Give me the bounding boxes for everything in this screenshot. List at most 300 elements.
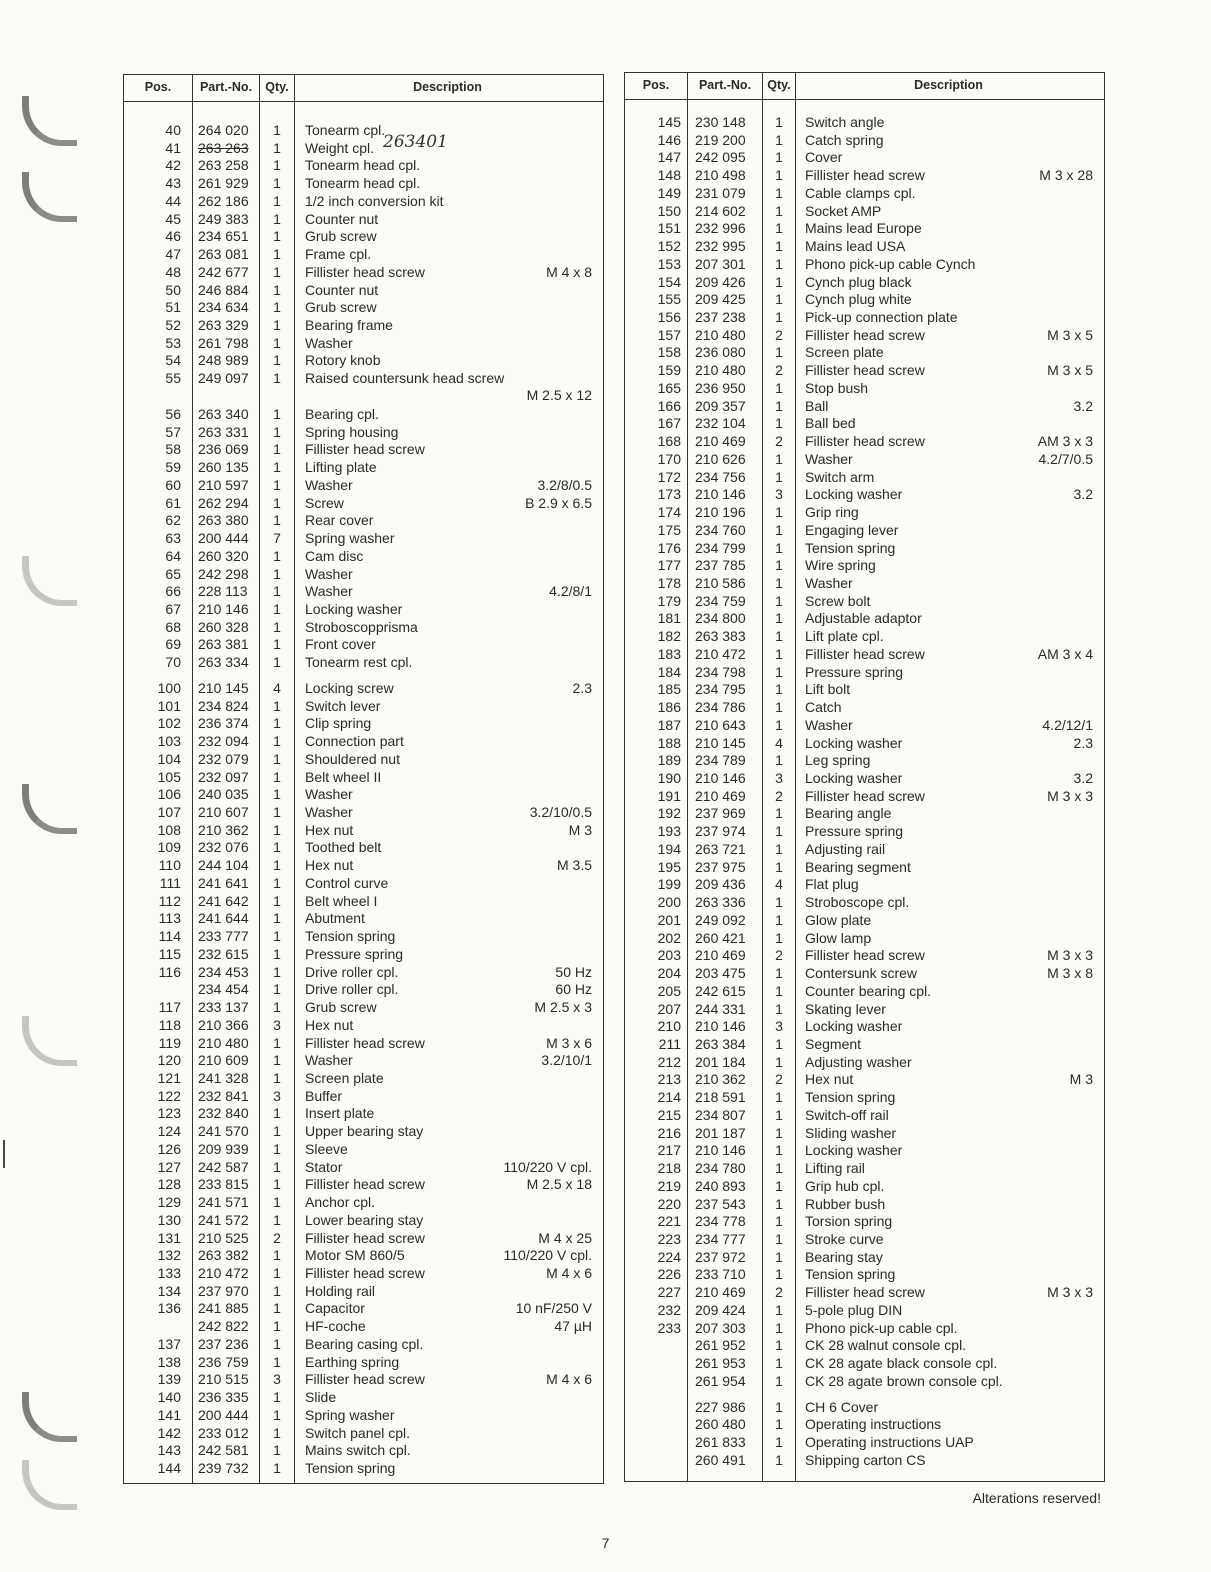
row-qty: 1 <box>273 122 281 138</box>
row-pos: 183 <box>657 645 681 662</box>
row-qty: 1 <box>775 521 783 538</box>
row-description: Washer <box>305 786 353 803</box>
row-qty: 1 <box>775 238 783 255</box>
row-qty: 1 <box>273 1105 281 1122</box>
row-pos: 217 <box>657 1142 681 1159</box>
row-pos: 226 <box>657 1266 681 1283</box>
row-part-no: 227 986 <box>695 1398 746 1415</box>
row-description: Adjustable adaptor <box>805 610 922 627</box>
row-part-no: 232 996 <box>695 220 746 237</box>
row-spec: B 2.9 x 6.5 <box>525 494 592 511</box>
table-row <box>625 308 1104 326</box>
row-qty: 4 <box>273 679 281 696</box>
table-row <box>625 982 1104 1000</box>
row-description: Raised countersunk head screw <box>305 370 505 387</box>
row-qty: 1 <box>273 192 281 209</box>
table-row <box>124 1104 603 1122</box>
row-pos: 156 <box>657 309 681 326</box>
row-qty: 1 <box>775 929 783 946</box>
table-row <box>625 645 1104 663</box>
row-description: Hex nut <box>305 857 354 874</box>
table-header <box>124 75 603 102</box>
table-row <box>124 494 603 512</box>
row-part-no: 260 328 <box>198 618 249 635</box>
row-qty: 1 <box>775 131 783 148</box>
row-pos: 103 <box>157 733 181 750</box>
row-qty: 1 <box>775 752 783 769</box>
table-row <box>625 734 1104 752</box>
row-part-no: 244 104 <box>198 857 249 874</box>
row-part-no: 236 950 <box>695 379 746 396</box>
table-row <box>124 298 603 316</box>
row-part-no: 236 069 <box>198 441 249 458</box>
row-qty: 1 <box>273 583 281 600</box>
table-row <box>625 184 1104 202</box>
row-pos: 218 <box>657 1160 681 1177</box>
row-pos: 69 <box>165 636 181 653</box>
row-pos: 191 <box>657 787 681 804</box>
row-qty: 1 <box>775 291 783 308</box>
row-part-no: 232 076 <box>198 839 249 856</box>
row-qty: 1 <box>775 1319 783 1336</box>
row-description: Glow plate <box>805 911 872 928</box>
row-pos: 168 <box>657 433 681 450</box>
table-row <box>625 432 1104 450</box>
row-pos: 56 <box>165 405 181 422</box>
row-qty: 1 <box>273 654 281 671</box>
row-description: Phono pick-up cable cpl. <box>805 1319 958 1336</box>
row-pos: 114 <box>158 928 181 945</box>
table-row <box>124 803 603 821</box>
row-part-no: 237 785 <box>695 557 746 574</box>
row-qty: 1 <box>775 1089 783 1106</box>
row-description: Cynch plug black <box>805 273 912 290</box>
row-qty: 1 <box>273 1389 281 1406</box>
table-row <box>124 210 603 228</box>
row-part-no: 234 800 <box>695 610 746 627</box>
row-description: Cam disc <box>305 547 364 564</box>
table-row <box>625 1195 1104 1213</box>
row-part-no: 210 196 <box>695 504 746 521</box>
row-pos: 157 <box>657 326 681 343</box>
row-part-no: 210 515 <box>198 1371 249 1388</box>
row-description: Abutment <box>305 910 365 927</box>
row-pos: 145 <box>657 114 681 130</box>
row-part-no: 210 643 <box>695 716 746 733</box>
row-qty: 1 <box>273 512 281 529</box>
row-part-no: 263 263 <box>198 139 249 156</box>
row-spec: M 3 <box>1069 1071 1093 1088</box>
row-qty: 3 <box>273 1016 281 1033</box>
row-part-no: 218 591 <box>695 1089 746 1106</box>
row-qty: 2 <box>273 1229 281 1246</box>
row-part-no: 260 491 <box>695 1451 746 1468</box>
row-spec: M 3 x 8 <box>1047 965 1093 982</box>
row-spec: M 3 x 5 <box>1047 362 1093 379</box>
row-description: Catch spring <box>805 131 884 148</box>
row-description: Ball bed <box>805 415 856 432</box>
table-row <box>625 343 1104 361</box>
row-qty: 1 <box>273 786 281 803</box>
table-row <box>625 1106 1104 1124</box>
row-part-no: 231 079 <box>695 184 746 201</box>
row-pos: 175 <box>657 521 681 538</box>
row-pos: 107 <box>157 804 181 820</box>
row-pos: 149 <box>657 184 681 201</box>
row-qty: 1 <box>273 839 281 856</box>
row-description: Locking washer <box>805 734 903 751</box>
binder-hole-7 <box>22 1460 77 1510</box>
row-spec: M 3 <box>568 821 592 838</box>
row-description: Tension spring <box>305 1460 396 1477</box>
table-row <box>124 600 603 618</box>
row-pos: 153 <box>657 255 681 272</box>
row-description: Frame cpl. <box>305 246 372 263</box>
table-row <box>625 290 1104 308</box>
row-qty: 1 <box>273 768 281 785</box>
row-qty: 2 <box>775 947 783 964</box>
row-pos: 64 <box>165 547 181 564</box>
table-row <box>625 237 1104 255</box>
row-part-no: 209 425 <box>695 291 746 308</box>
binder-hole-1 <box>22 96 77 146</box>
table-row <box>625 1319 1104 1337</box>
row-qty: 1 <box>273 1442 281 1459</box>
row-part-no: 234 756 <box>695 468 746 485</box>
row-description: Fillister head screw <box>805 167 925 184</box>
header-description: Description <box>914 78 983 92</box>
row-pos: 207 <box>657 1000 681 1017</box>
row-qty: 1 <box>273 750 281 767</box>
row-qty: 1 <box>775 1248 783 1265</box>
row-description: Washer <box>805 716 853 733</box>
table-row <box>625 1017 1104 1035</box>
table-row <box>124 874 603 892</box>
table-row <box>124 121 603 139</box>
row-pos: 223 <box>657 1230 681 1247</box>
row-part-no: 263 382 <box>198 1247 249 1264</box>
row-pos: 50 <box>165 281 181 298</box>
row-pos: 172 <box>657 468 681 485</box>
row-pos: 120 <box>157 1052 181 1069</box>
row-description: Bearing angle <box>805 805 892 822</box>
row-part-no: 210 366 <box>198 1016 249 1033</box>
row-description: Switch angle <box>805 114 885 130</box>
row-qty: 1 <box>273 1335 281 1352</box>
row-part-no: 209 426 <box>695 273 746 290</box>
table-row <box>124 263 603 281</box>
row-pos: 59 <box>165 459 181 476</box>
row-description: Slide <box>305 1389 337 1406</box>
row-pos: 146 <box>657 131 681 148</box>
table-row <box>124 351 603 369</box>
row-part-no: 203 475 <box>695 965 746 982</box>
row-pos: 151 <box>657 220 681 237</box>
table-row <box>625 1283 1104 1301</box>
row-description: Screw <box>305 494 344 511</box>
row-spec: 4.2/8/1 <box>549 583 592 600</box>
table-row <box>625 804 1104 822</box>
row-pos: 61 <box>165 494 181 511</box>
row-qty: 1 <box>775 982 783 999</box>
row-pos: 232 <box>657 1301 681 1318</box>
table-row <box>124 1406 603 1424</box>
row-description: Stroboscopprisma <box>305 618 418 635</box>
row-qty: 1 <box>273 928 281 945</box>
row-qty: 1 <box>775 255 783 272</box>
row-qty: 1 <box>775 450 783 467</box>
row-part-no: 260 135 <box>198 459 249 476</box>
row-qty: 1 <box>273 945 281 962</box>
row-pos: 65 <box>165 565 181 582</box>
row-spec: M 4 x 25 <box>538 1229 592 1246</box>
row-pos: 215 <box>657 1106 681 1123</box>
table-row <box>124 635 603 653</box>
row-qty: 1 <box>273 618 281 635</box>
table-row <box>124 1299 603 1317</box>
row-description: Counter nut <box>305 210 379 227</box>
row-pos: 104 <box>157 750 181 767</box>
table-row <box>124 1193 603 1211</box>
row-description: Spring washer <box>305 1406 395 1423</box>
row-qty: 1 <box>775 1416 783 1433</box>
row-pos: 190 <box>657 770 681 786</box>
row-qty: 1 <box>273 1069 281 1086</box>
row-pos: 227 <box>657 1284 681 1301</box>
table-row <box>124 618 603 636</box>
table-row <box>625 663 1104 681</box>
table-row <box>124 679 603 697</box>
table-row <box>124 440 603 458</box>
table-row <box>124 980 603 998</box>
row-part-no: 210 469 <box>695 947 746 964</box>
row-qty: 4 <box>775 734 783 751</box>
row-qty: 1 <box>273 733 281 750</box>
row-description: Buffer <box>305 1087 343 1104</box>
table-row <box>625 131 1104 149</box>
row-qty: 1 <box>273 459 281 476</box>
row-part-no: 242 298 <box>198 565 249 582</box>
row-qty: 1 <box>273 299 281 316</box>
row-description: Toothed belt <box>305 839 382 856</box>
table-row <box>124 1264 603 1282</box>
row-part-no: 261 953 <box>695 1355 746 1372</box>
row-part-no: 263 384 <box>695 1035 746 1052</box>
row-qty: 1 <box>273 697 281 714</box>
row-description: Lower bearing stay <box>305 1211 424 1228</box>
row-description: Hex nut <box>305 821 354 838</box>
row-description: Fillister head screw <box>305 441 425 458</box>
row-description: Bearing segment <box>805 858 911 875</box>
binder-hole-4 <box>22 784 77 834</box>
row-description: Tonearm cpl. <box>305 122 386 138</box>
row-qty: 1 <box>775 468 783 485</box>
row-pos: 121 <box>157 1069 181 1086</box>
row-description: Spring washer <box>305 530 395 547</box>
row-qty: 1 <box>775 681 783 698</box>
row-part-no: 242 581 <box>198 1442 249 1459</box>
row-description: Grub screw <box>305 999 377 1016</box>
row-part-no: 232 995 <box>695 238 746 255</box>
row-qty: 2 <box>775 1071 783 1088</box>
row-qty: 1 <box>775 628 783 645</box>
row-pos: 129 <box>157 1194 181 1211</box>
row-part-no: 260 480 <box>695 1416 746 1433</box>
row-pos: 188 <box>657 734 681 751</box>
row-qty: 7 <box>273 530 281 547</box>
row-qty: 1 <box>775 1053 783 1070</box>
row-qty: 4 <box>775 876 783 893</box>
row-pos: 126 <box>157 1140 181 1157</box>
row-qty: 1 <box>273 1353 281 1370</box>
row-pos: 155 <box>657 291 681 308</box>
row-part-no: 234 760 <box>695 521 746 538</box>
row-qty: 1 <box>273 1460 281 1477</box>
row-description: Washer <box>305 476 353 493</box>
row-description: Bearing frame <box>305 317 393 334</box>
row-spec: M 3 x 6 <box>546 1034 592 1051</box>
table-row <box>124 192 603 210</box>
table-row <box>124 1211 603 1229</box>
row-description: Pressure spring <box>805 823 904 840</box>
table-row <box>124 227 603 245</box>
table-row <box>124 1441 603 1459</box>
row-qty: 1 <box>273 1282 281 1299</box>
row-description: Upper bearing stay <box>305 1123 424 1140</box>
row-qty: 2 <box>775 787 783 804</box>
row-description: Rubber bush <box>805 1195 886 1212</box>
row-pos: 48 <box>165 263 181 280</box>
row-part-no: 262 294 <box>198 494 249 511</box>
row-pos: 147 <box>657 149 681 166</box>
row-spec: M 3 x 3 <box>1047 1284 1093 1301</box>
table-row <box>124 582 603 600</box>
table-row <box>124 998 603 1016</box>
row-pos: 233 <box>657 1319 681 1336</box>
row-part-no: 210 362 <box>198 821 249 838</box>
table-row <box>625 521 1104 539</box>
row-part-no: 232 097 <box>198 768 249 785</box>
row-qty: 1 <box>273 423 281 440</box>
row-description: Rear cover <box>305 512 374 529</box>
row-spec: 10 nF/250 V <box>515 1300 592 1317</box>
table-row <box>124 750 603 768</box>
table-row <box>625 1354 1104 1372</box>
row-part-no: 233 012 <box>198 1424 249 1441</box>
row-part-no: 234 777 <box>695 1230 746 1247</box>
table-row <box>124 565 603 583</box>
row-description: Fillister head screw <box>805 433 925 450</box>
row-qty: 1 <box>775 1142 783 1159</box>
row-qty: 1 <box>775 716 783 733</box>
row-qty: 1 <box>775 539 783 556</box>
row-description: Switch arm <box>805 468 875 485</box>
row-description: Fillister head screw <box>805 1284 925 1301</box>
row-pos: 213 <box>657 1071 681 1088</box>
table-row <box>625 1230 1104 1248</box>
row-description: Fillister head screw <box>805 326 925 343</box>
row-part-no: 233 815 <box>198 1176 249 1193</box>
row-pos: 158 <box>657 344 681 361</box>
row-description: Holding rail <box>305 1282 376 1299</box>
binder-hole-3 <box>22 556 77 606</box>
row-description: Mains switch cpl. <box>305 1442 411 1459</box>
row-spec: 4.2/7/0.5 <box>1038 450 1093 467</box>
row-part-no: 234 453 <box>198 963 249 980</box>
row-description: Tension spring <box>305 928 396 945</box>
row-description: Fillister head screw <box>805 947 925 964</box>
row-part-no: 210 146 <box>695 486 746 503</box>
table-row <box>124 1140 603 1158</box>
row-part-no: 232 841 <box>198 1087 249 1104</box>
row-part-no: 210 480 <box>695 326 746 343</box>
row-part-no: 241 571 <box>198 1194 249 1211</box>
row-spec: M 2.5 x 18 <box>526 1176 592 1193</box>
row-part-no: 244 331 <box>695 1000 746 1017</box>
row-part-no: 210 146 <box>695 1018 746 1035</box>
row-description: Earthing spring <box>305 1353 400 1370</box>
page-number: 7 <box>601 1535 610 1551</box>
row-pos: 52 <box>165 317 181 334</box>
row-qty: 1 <box>273 874 281 891</box>
row-part-no: 230 148 <box>695 114 746 130</box>
table-row <box>625 840 1104 858</box>
table-row <box>124 653 603 671</box>
row-description: Hex nut <box>805 1071 854 1088</box>
row-description: Washer <box>805 450 853 467</box>
row-part-no: 237 972 <box>695 1248 746 1265</box>
row-part-no: 234 799 <box>695 539 746 556</box>
row-qty: 1 <box>273 139 281 156</box>
table-row <box>625 1177 1104 1195</box>
row-description: 5-pole plug DIN <box>805 1301 903 1318</box>
table-row <box>625 1433 1104 1451</box>
row-part-no: 236 374 <box>198 715 249 732</box>
table-row <box>625 716 1104 734</box>
row-pos: 47 <box>165 246 181 263</box>
row-part-no: 261 833 <box>695 1434 746 1451</box>
row-pos: 132 <box>157 1247 181 1264</box>
row-qty: 1 <box>273 1194 281 1211</box>
row-part-no: 263 334 <box>198 654 249 671</box>
header-part-no: Part.-No. <box>199 80 253 94</box>
row-part-no: 263 380 <box>198 512 249 529</box>
row-qty: 1 <box>273 999 281 1016</box>
row-pos: 185 <box>657 681 681 698</box>
row-qty: 1 <box>273 1424 281 1441</box>
row-part-no: 261 798 <box>198 334 249 351</box>
row-pos: 54 <box>165 352 181 369</box>
row-spec: 2.3 <box>1073 734 1093 751</box>
row-pos: 178 <box>657 574 681 591</box>
row-description: Counter bearing cpl. <box>805 982 932 999</box>
row-part-no: 242 095 <box>695 149 746 166</box>
row-spec: 3.2 <box>1073 486 1093 503</box>
row-pos: 202 <box>657 929 681 946</box>
row-part-no: 237 238 <box>695 309 746 326</box>
row-pos: 187 <box>657 716 681 733</box>
row-qty: 1 <box>775 220 783 237</box>
row-pos: 165 <box>657 379 681 396</box>
row-pos: 57 <box>165 423 181 440</box>
row-spec: AM 3 x 3 <box>1037 433 1093 450</box>
row-pos: 111 <box>159 874 181 891</box>
row-part-no: 234 795 <box>695 681 746 698</box>
row-pos: 100 <box>157 679 181 696</box>
table-row <box>625 609 1104 627</box>
row-description: Belt wheel I <box>305 892 378 909</box>
row-part-no: 210 472 <box>695 645 746 662</box>
